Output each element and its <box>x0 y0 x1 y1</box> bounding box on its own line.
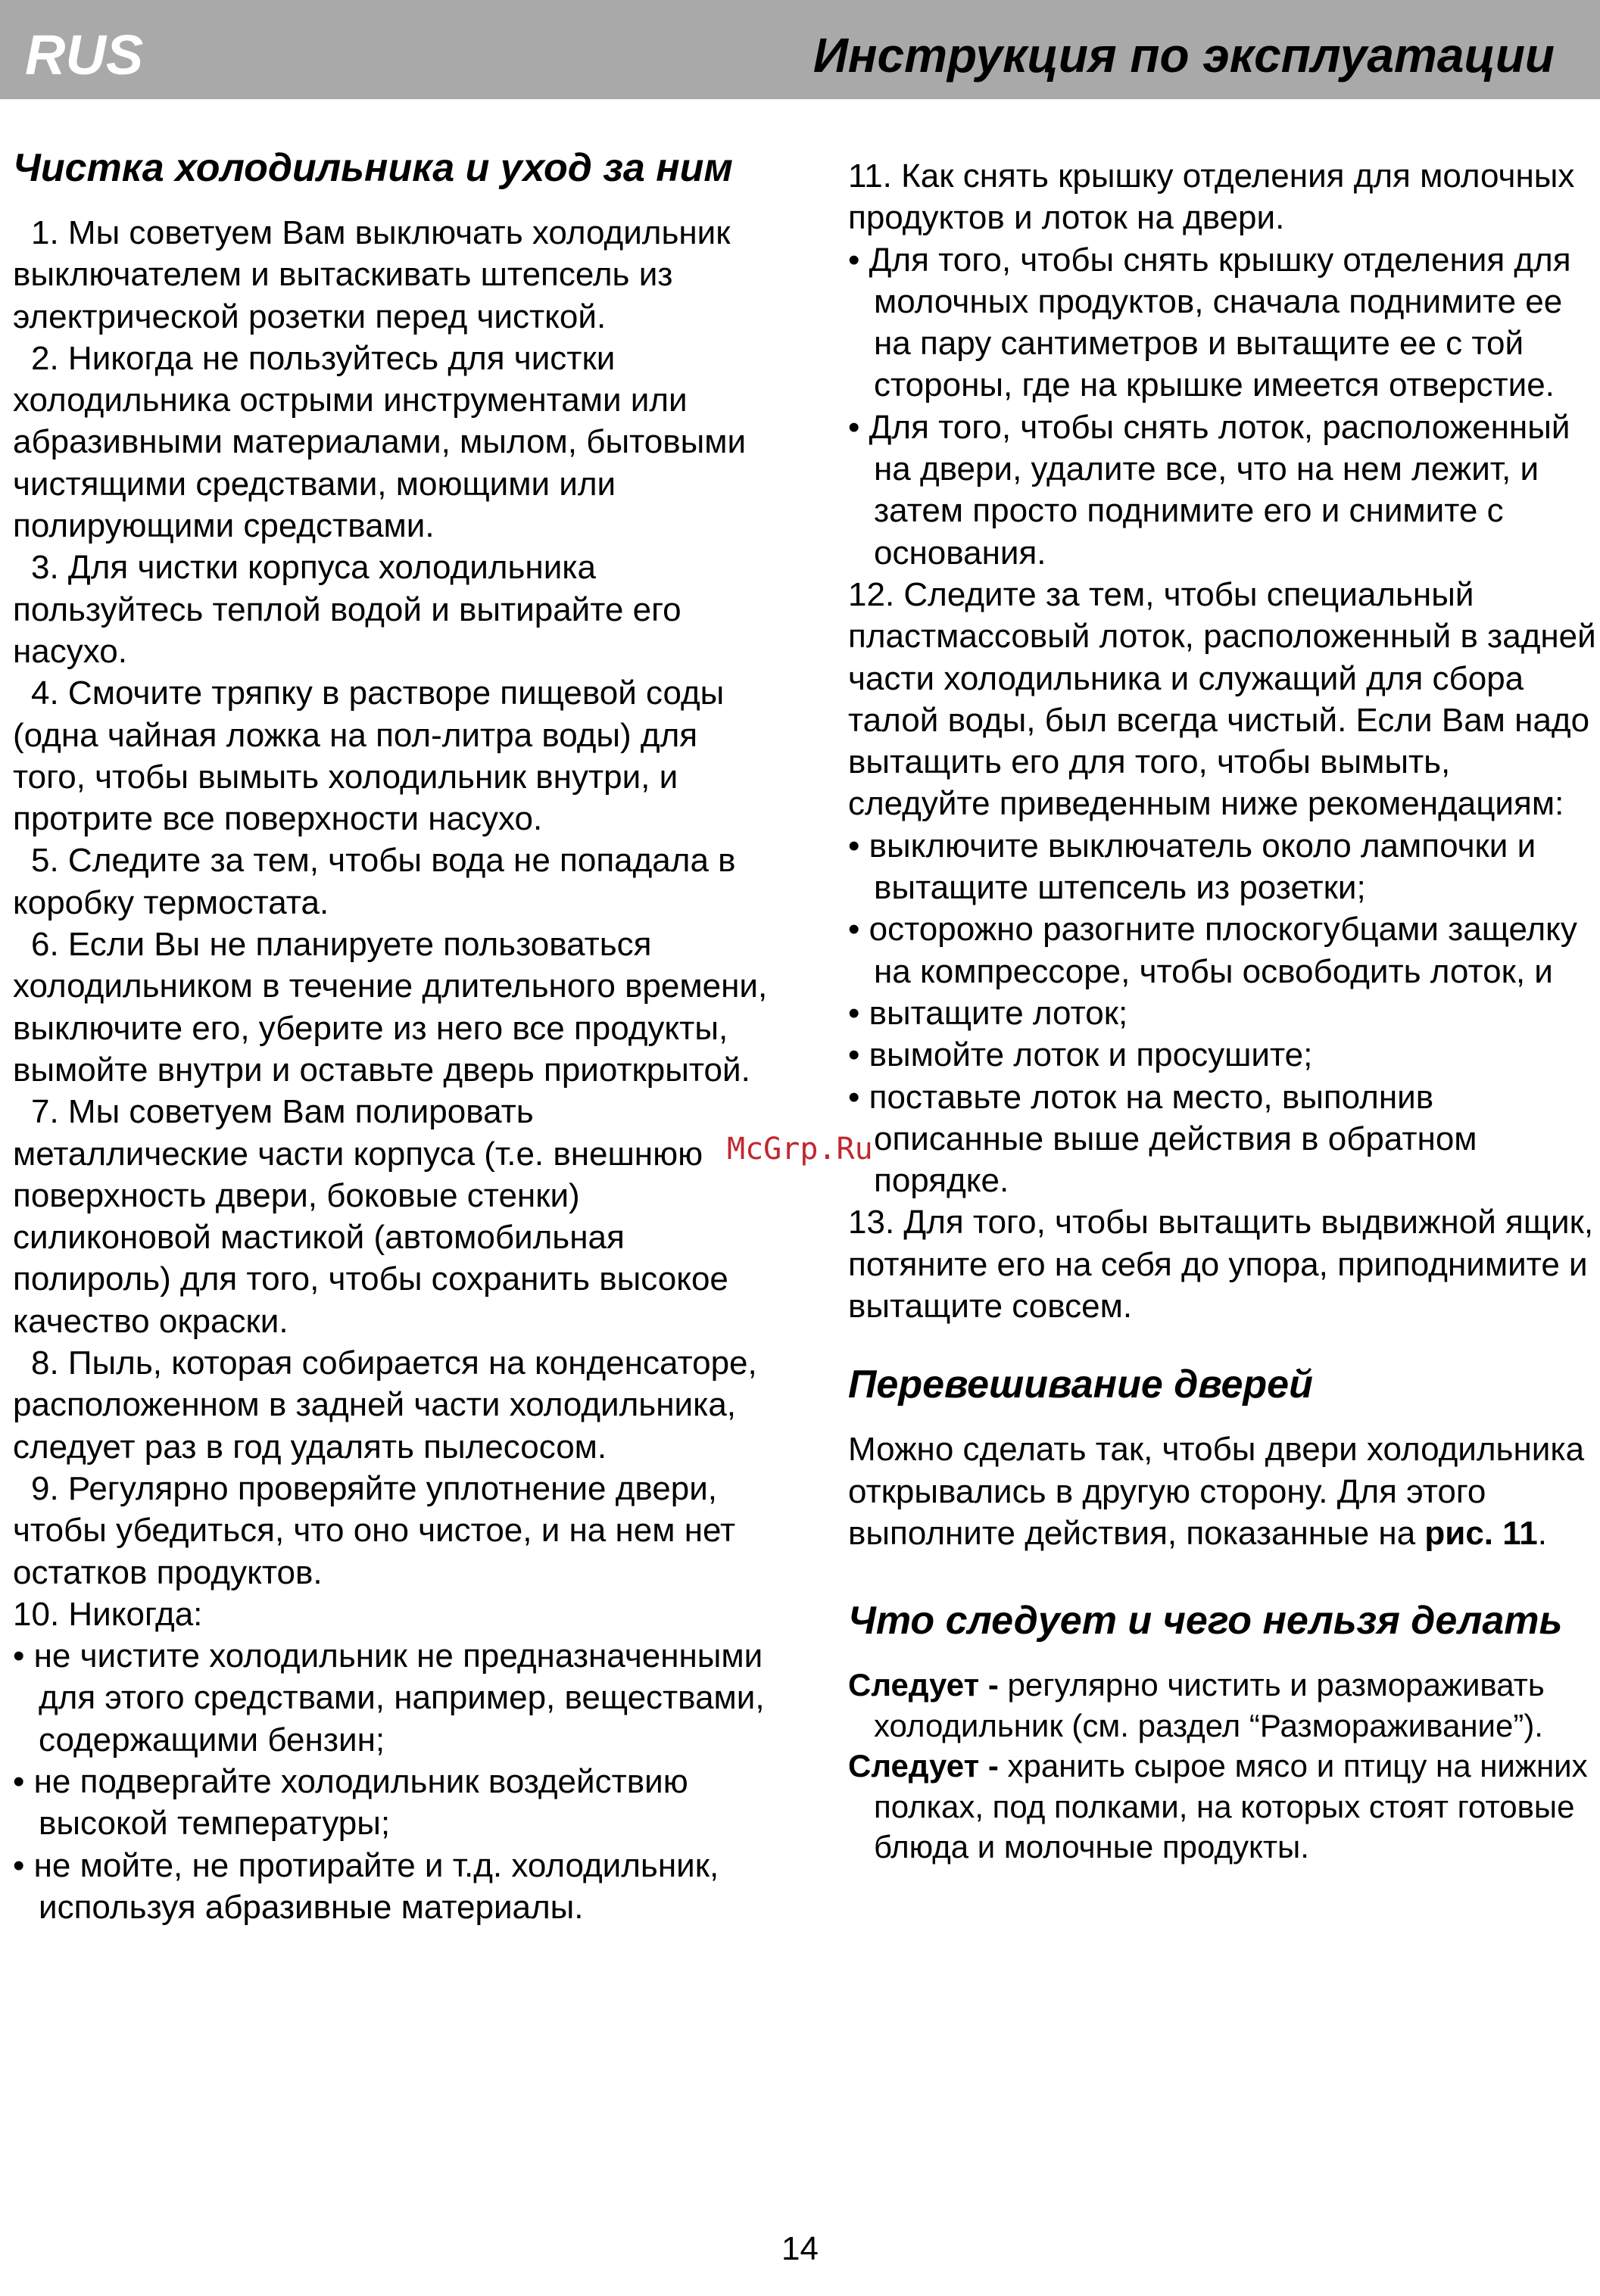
item12-bullet-3: • вытащите лоток; <box>848 994 1128 1032</box>
cleaning-item-3: 3. Для чистки корпуса холодильника пользуйтесь теплой водой и вытирайте его насухо. <box>13 549 681 670</box>
cleaning-item-5: 5. Следите за тем, чтобы вода не попадала в коробку термостата. <box>13 842 736 921</box>
left-column <box>13 144 778 1928</box>
language-label: RUS <box>25 23 144 86</box>
do-item-1 <box>848 1665 1598 1746</box>
cleaning-item-1: 1. Мы советуем Вам выключать холодильник выключателем и вытаскивать штепсель из электрической розетки перед чисткой. <box>13 214 731 335</box>
item11-bullet-1: • Для того, чтобы снять крышку отделения для молочных продуктов, сначала поднимите ее на пару сантиметров и вытащите ее с той стороны, где на крышке имеется отверстие. <box>848 241 1571 404</box>
right-column <box>848 155 1598 1868</box>
do-text: регулярно чистить и размораживать холодильник (см. раздел “Размораживание”). <box>874 1667 1545 1743</box>
do-label: Следует - <box>848 1748 999 1784</box>
item12-bullet-1: • выключите выключатель около лампочки и вытащите штепсель из розетки; <box>848 827 1536 907</box>
never-bullet-2: • не подвергайте холодильник воздействию высокой температуры; <box>13 1762 688 1843</box>
section-heading-cleaning: Чистка холодильника и уход за ним <box>13 146 733 190</box>
do-label: Следует - <box>848 1667 999 1703</box>
never-bullet-1: • не чистите холодильник не предназначенными для этого средствами, например, веществами, содержащими бензин; <box>13 1637 765 1759</box>
item12-bullet-5: • поставьте лоток на место, выполнив описанные выше действия в обратном порядке. <box>848 1078 1477 1200</box>
cleaning-item-8: 8. Пыль, которая собирается на конденсаторе, расположенном в задней части холодильника, следует раз в год удалять пылесосом. <box>13 1344 757 1466</box>
do-text: хранить сырое мясо и птицу на нижних полках, под полками, на которых стоят готовые блюда и молочные продукты. <box>874 1748 1588 1865</box>
watermark: McGrp.Ru <box>727 1132 873 1167</box>
item12-bullet-4: • вымойте лоток и просушите; <box>848 1036 1313 1074</box>
page-header <box>0 0 1600 99</box>
cleaning-item-6: 6. Если Вы не планируете пользоваться холодильником в течение длительного времени, выключите его, уберите из него все продукты, вымойте внутри и оставьте дверь приоткрытой. <box>13 926 768 1089</box>
cleaning-item-11: 11. Как снять крышку отделения для молочных продуктов и лоток на двери. <box>848 157 1575 237</box>
cleaning-item-7: 7. Мы советуем Вам полировать металлические части корпуса (т.е. внешнюю поверхность двери, боковые стенки) силиконовой мастикой (автомобильная полироль) для того, чтобы сохранить высокое качество окраски. <box>13 1093 728 1340</box>
item11-bullet-2: • Для того, чтобы снять лоток, расположенный на двери, удалите все, что на нем лежит, и затем просто поднимите его и снимите с основания. <box>848 408 1570 572</box>
cleaning-item-4: 4. Смочите тряпку в растворе пищевой соды (одна чайная ложка на пол-литра воды) для того, чтобы вымыть холодильник внутри, и протрите все поверхности насухо. <box>13 674 725 838</box>
doors-paragraph <box>848 1428 1598 1554</box>
page-number: 14 <box>781 2230 819 2267</box>
doors-text: Можно сделать так, чтобы двери холодильника открывались в другую сторону. Для этого выполните действия, показанные на <box>848 1431 1585 1552</box>
item12-bullet-2: • осторожно разогните плоскогубцами защелку на компрессоре, чтобы освободить лоток, и <box>848 911 1577 990</box>
never-bullet-3: • не мойте, не протирайте и т.д. холодильник, используя абразивные материалы. <box>13 1846 719 1926</box>
section-heading-doors: Перевешивание дверей <box>848 1363 1313 1407</box>
cleaning-item-10: 10. Никогда: <box>13 1595 203 1633</box>
cleaning-item-9: 9. Регулярно проверяйте уплотнение двери, чтобы убедиться, что оно чистое, и на нем нет остатков продуктов. <box>13 1469 736 1591</box>
figure-reference: рис. 11 <box>1424 1514 1538 1552</box>
cleaning-item-13: 13. Для того, чтобы вытащить выдвижной ящик, потяните его на себя до упора, приподнимите и вытащите совсем. <box>848 1204 1594 1326</box>
section-heading-dos-donts: Что следует и чего нельзя делать <box>848 1599 1563 1643</box>
cleaning-item-12: 12. Следите за тем, чтобы специальный пластмассовый лоток, расположенный в задней части холодильника и служащий для сбора талой воды, был всегда чистый. Если Вам надо вытащить его для того, чтобы вымыть, следуйте приведенным ниже рекомендациям: <box>848 575 1596 823</box>
doors-end: . <box>1537 1514 1547 1552</box>
cleaning-item-2: 2. Никогда не пользуйтесь для чистки холодильника острыми инструментами или абразивными материалами, мылом, бытовыми чистящими средствами, моющими или полирующими средствами. <box>13 339 747 545</box>
manual-title: Инструкция по эксплуатации <box>812 28 1555 83</box>
do-item-2 <box>848 1746 1598 1868</box>
